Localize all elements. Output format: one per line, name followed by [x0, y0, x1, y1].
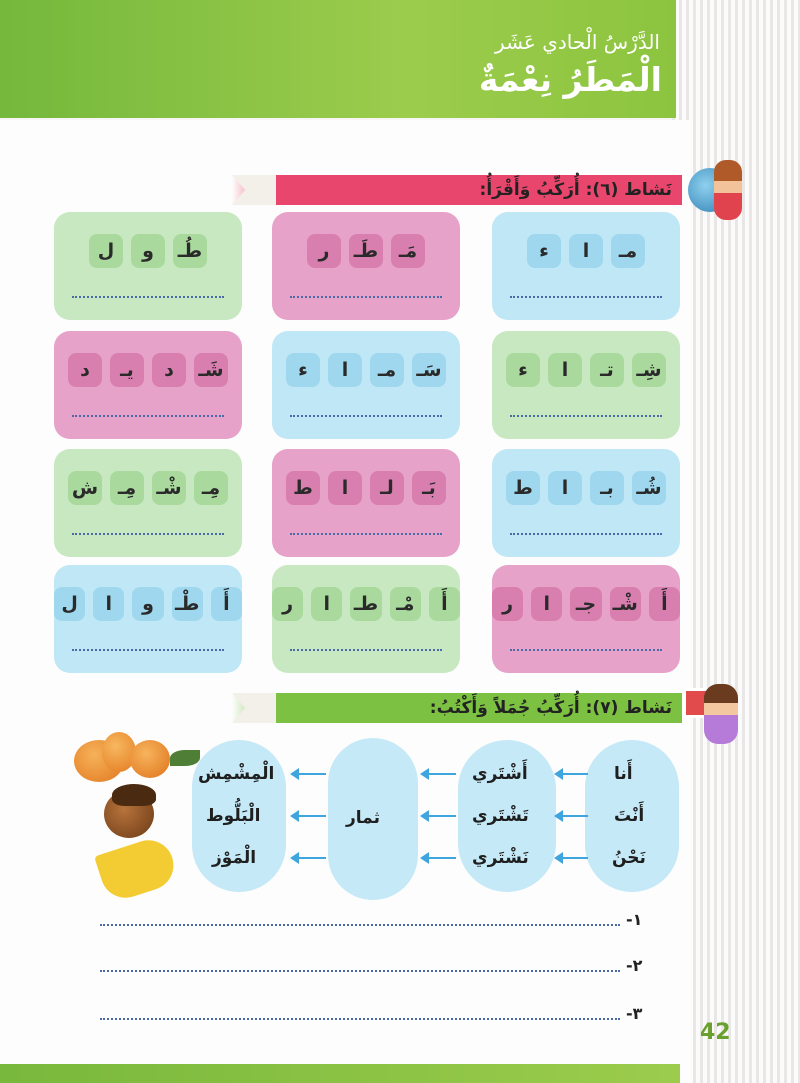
answer-line[interactable]	[290, 296, 442, 298]
answer-line[interactable]	[72, 649, 224, 651]
letter-tile: يـ	[110, 353, 144, 387]
word-card-7	[492, 449, 680, 557]
letter-tile: ا	[328, 353, 362, 387]
activity6-title: نَشاط (٦): أُرَكِّبُ وَأَقْرَأُ:	[479, 180, 672, 200]
lesson-title: الْمَطَرُ نِعْمَةٌ	[478, 60, 662, 99]
letter-tile: ا	[548, 471, 582, 505]
letter-tile: ر	[307, 234, 341, 268]
letter-row	[54, 234, 242, 268]
word-card-2	[272, 212, 460, 320]
letter-tile: ر	[492, 587, 523, 621]
activity7-title: نَشاط (٧): أُرَكِّبُ جُمَلاً وَأَكْتُبُ:	[429, 698, 672, 718]
line-number-2: -٢	[626, 956, 643, 975]
pronoun-nahnu: نَحْنُ	[612, 848, 646, 868]
arrow-left-icon	[556, 773, 588, 775]
letter-tile: ا	[548, 353, 582, 387]
arrow-left-icon	[422, 815, 456, 817]
girl-mascot-icon	[704, 684, 738, 744]
activity7-banner	[232, 693, 682, 723]
letter-tile: أَ	[649, 587, 680, 621]
fruit-apricot: الْمِشْمِش	[198, 764, 275, 784]
verb-ashtari: أَشْتَري	[472, 764, 528, 784]
letter-tile: جـ	[570, 587, 601, 621]
letter-row	[272, 587, 460, 621]
letter-tile: د	[152, 353, 186, 387]
letter-tile: ء	[527, 234, 561, 268]
answer-line[interactable]	[290, 533, 442, 535]
word-card-4	[492, 331, 680, 439]
writing-line-1[interactable]	[100, 924, 620, 926]
letter-row	[492, 587, 680, 621]
letter-tile: طْـ	[172, 587, 203, 621]
letter-tile: مِـ	[194, 471, 228, 505]
pronoun-anta: أَنْتَ	[614, 806, 645, 826]
letter-tile: شْـ	[610, 587, 641, 621]
letter-row	[492, 234, 680, 268]
arrow-left-icon	[556, 815, 588, 817]
activity6-banner	[232, 175, 682, 205]
letter-row	[54, 471, 242, 505]
letter-tile: مـ	[370, 353, 404, 387]
letter-row	[54, 353, 242, 387]
answer-line[interactable]	[290, 415, 442, 417]
word-card-8	[272, 449, 460, 557]
letter-tile: مِـ	[110, 471, 144, 505]
letter-tile: د	[68, 353, 102, 387]
page-number: 42	[700, 1020, 731, 1045]
letter-tile: ا	[328, 471, 362, 505]
letter-tile: مَـ	[391, 234, 425, 268]
answer-line[interactable]	[72, 296, 224, 298]
letter-tile: ا	[93, 587, 124, 621]
letter-tile: مْـ	[390, 587, 421, 621]
acorn-cap-icon	[112, 784, 156, 806]
word-card-11	[272, 565, 460, 673]
lesson-header	[0, 0, 676, 118]
letter-tile: سَـ	[412, 353, 446, 387]
answer-line[interactable]	[510, 649, 662, 651]
letter-tile: ء	[506, 353, 540, 387]
letter-tile: بَـ	[412, 471, 446, 505]
letter-tile: شَـ	[194, 353, 228, 387]
letter-tile: ط	[506, 471, 540, 505]
answer-line[interactable]	[510, 415, 662, 417]
letter-row	[54, 587, 242, 621]
arrow-left-icon	[422, 773, 456, 775]
arrow-left-icon	[556, 857, 588, 859]
letter-tile: مـ	[611, 234, 645, 268]
letter-tile: شُـ	[632, 471, 666, 505]
verb-nashtari: نَشْتَري	[472, 848, 529, 868]
apricot-icon	[130, 740, 170, 778]
letter-tile: أَ	[429, 587, 460, 621]
letter-tile: بـ	[590, 471, 624, 505]
noun-thimar: ثمار	[346, 808, 380, 828]
letter-tile: تـ	[590, 353, 624, 387]
letter-tile: شْـ	[152, 471, 186, 505]
fruit-banana: الْمَوْز	[212, 848, 257, 868]
letter-tile: و	[132, 587, 163, 621]
writing-line-3[interactable]	[100, 1018, 620, 1020]
line-number-3: -٣	[626, 1004, 643, 1023]
letter-tile: ط	[286, 471, 320, 505]
arrow-left-icon	[292, 773, 326, 775]
letter-tile: طُـ	[173, 234, 207, 268]
letter-tile: ل	[89, 234, 123, 268]
letter-tile: ل	[54, 587, 85, 621]
word-card-1	[492, 212, 680, 320]
boy-mascot-icon	[714, 160, 742, 220]
answer-line[interactable]	[510, 296, 662, 298]
letter-tile: ء	[286, 353, 320, 387]
answer-line[interactable]	[72, 415, 224, 417]
answer-line[interactable]	[290, 649, 442, 651]
letter-tile: ا	[531, 587, 562, 621]
letter-tile: طَـ	[349, 234, 383, 268]
word-card-12	[54, 565, 242, 673]
word-card-9	[54, 449, 242, 557]
footer-bar	[0, 1064, 680, 1083]
pronoun-ana: أَنا	[614, 764, 633, 784]
line-number-1: -١	[626, 910, 643, 929]
letter-tile: شِـ	[632, 353, 666, 387]
verb-tashtari: تَشْتَري	[472, 806, 529, 826]
fruit-acorn: الْبَلُّوط	[206, 806, 261, 826]
letter-row	[492, 353, 680, 387]
letter-row	[272, 471, 460, 505]
word-card-10	[492, 565, 680, 673]
answer-line[interactable]	[510, 533, 662, 535]
letter-tile: ش	[68, 471, 102, 505]
letter-tile: لـ	[370, 471, 404, 505]
letter-tile: ر	[272, 587, 303, 621]
letter-row	[272, 234, 460, 268]
letter-row	[492, 471, 680, 505]
letter-tile: أَ	[211, 587, 242, 621]
arrow-left-icon	[422, 857, 456, 859]
word-card-5	[272, 331, 460, 439]
leaf-icon	[170, 750, 200, 766]
letter-tile: طـ	[350, 587, 381, 621]
word-card-6	[54, 331, 242, 439]
writing-line-2[interactable]	[100, 970, 620, 972]
letter-tile: ا	[569, 234, 603, 268]
word-card-3	[54, 212, 242, 320]
letter-tile: و	[131, 234, 165, 268]
arrow-left-icon	[292, 815, 326, 817]
letter-row	[272, 353, 460, 387]
letter-tile: ا	[311, 587, 342, 621]
answer-line[interactable]	[72, 533, 224, 535]
lesson-number: الدَّرْسُ الْحادي عَشَر	[495, 30, 660, 54]
arrow-left-icon	[292, 857, 326, 859]
